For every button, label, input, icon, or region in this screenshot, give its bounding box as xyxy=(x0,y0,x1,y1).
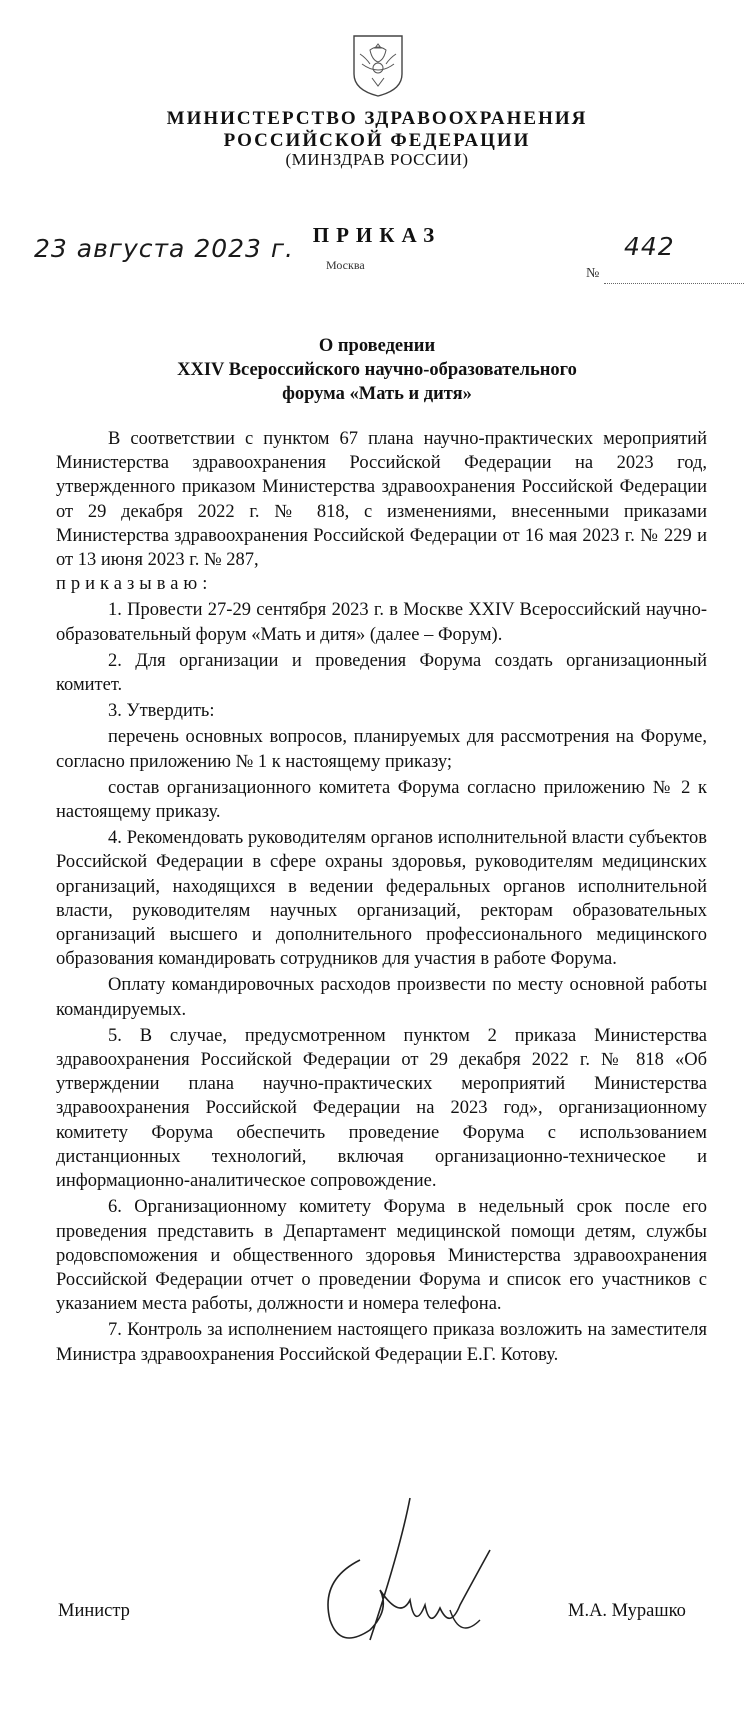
order-title xyxy=(0,334,754,406)
item-6: 6. Организационному комитету Форума в недельный срок после его проведения представить в Департамент медицинской помощи детям, службы родовспоможения и общественного здоровья Министерства здравоохранения Российской Федерации отчет о проведении Форума и список его участников с указанием места работы, должности и номера телефона. xyxy=(56,1197,707,1315)
signatory-position: Министр xyxy=(58,1601,130,1621)
item-2: 2. Для организации и проведения Форума создать организационный комитет. xyxy=(56,650,707,696)
title-line3: форума «Мать и дитя» xyxy=(282,384,472,404)
item-3: 3. Утвердить: xyxy=(108,701,215,722)
preamble-paragraph xyxy=(56,427,707,596)
order-body xyxy=(56,427,707,1369)
coat-of-arms-emblem xyxy=(348,30,408,100)
title-line1: О проведении xyxy=(318,336,436,356)
preamble-text: В соответствии с пунктом 67 плана научно-практических мероприятий Министерства здравоохранения Российской Федерации на 2023 год, утвержденного приказом Министерства здравоохранения Российской Федерации от 29 декабря 2022 г. № 818, с изменениями, внесенными приказами Министерства здравоохранения Российской Федерации от 16 мая 2023 г. № 229 и от 13 июня 2023 г. № 287, xyxy=(56,429,707,571)
ministry-name-line2: РОССИЙСКОЙ ФЕДЕРАЦИИ xyxy=(223,130,531,151)
item-3-list-b: состав организационного комитета Форума согласно приложению № 2 к настоящему приказу. xyxy=(56,777,707,823)
item-7: 7. Контроль за исполнением настоящего приказа возложить на заместителя Министра здравоохранения Российской Федерации Е.Г. Котову. xyxy=(56,1320,707,1365)
number-sign: № xyxy=(586,266,600,281)
prikazyvayu-word: приказываю: xyxy=(56,574,213,595)
order-date: 23 августа 2023 г. xyxy=(34,234,294,263)
order-city: Москва xyxy=(326,258,365,272)
document-type-heading: ПРИКАЗ xyxy=(312,223,442,247)
ministry-name-line1: МИНИСТЕРСТВО ЗДРАВООХРАНЕНИЯ xyxy=(166,108,588,129)
item-5: 5. В случае, предусмотренном пунктом 2 приказа Министерства здравоохранения Российской Федерации от 29 декабря 2022 г. № 818 «Об утверждении плана научно-практических мероприятий Министерства здравоохранения Российской Федерации на 2023 год», организационному комитету Форума обеспечить проведение Форума с использованием дистанционных технологий, включая организационно-техническое и информационно-аналитическое сопровождение. xyxy=(56,1025,707,1192)
title-line2: XXIV Всероссийского научно-образовательного xyxy=(177,360,577,380)
number-underline xyxy=(604,283,744,284)
order-number: 442 xyxy=(624,232,675,261)
signatory-name: М.А. Мурашко xyxy=(568,1601,686,1621)
item-1: 1. Провести 27-29 сентября 2023 г. в Москве XXIV Всероссийский научно-образовательный форум «Мать и дитя» (далее – Форум). xyxy=(56,600,707,645)
item-4: 4. Рекомендовать руководителям органов исполнительной власти субъектов Российской Федерации в сфере охраны здоровья, руководителям медицинских организаций, находящихся в ведении федеральных органов исполнительной власти, руководителям научных организаций, ректорам образовательных организаций высшего и дополнительного профессионального медицинского образования командировать сотрудников для участия в работе Форума. xyxy=(56,828,707,970)
handwritten-signature xyxy=(300,1490,500,1670)
item-3-list-a: перечень основных вопросов, планируемых для рассмотрения на Форуме, согласно приложению № 1 к настоящему приказу; xyxy=(56,727,707,772)
item-4-payment: Оплату командировочных расходов произвести по месту основной работы командируемых. xyxy=(56,975,707,1020)
ministry-short-name: (МИНЗДРАВ РОССИИ) xyxy=(285,150,469,169)
